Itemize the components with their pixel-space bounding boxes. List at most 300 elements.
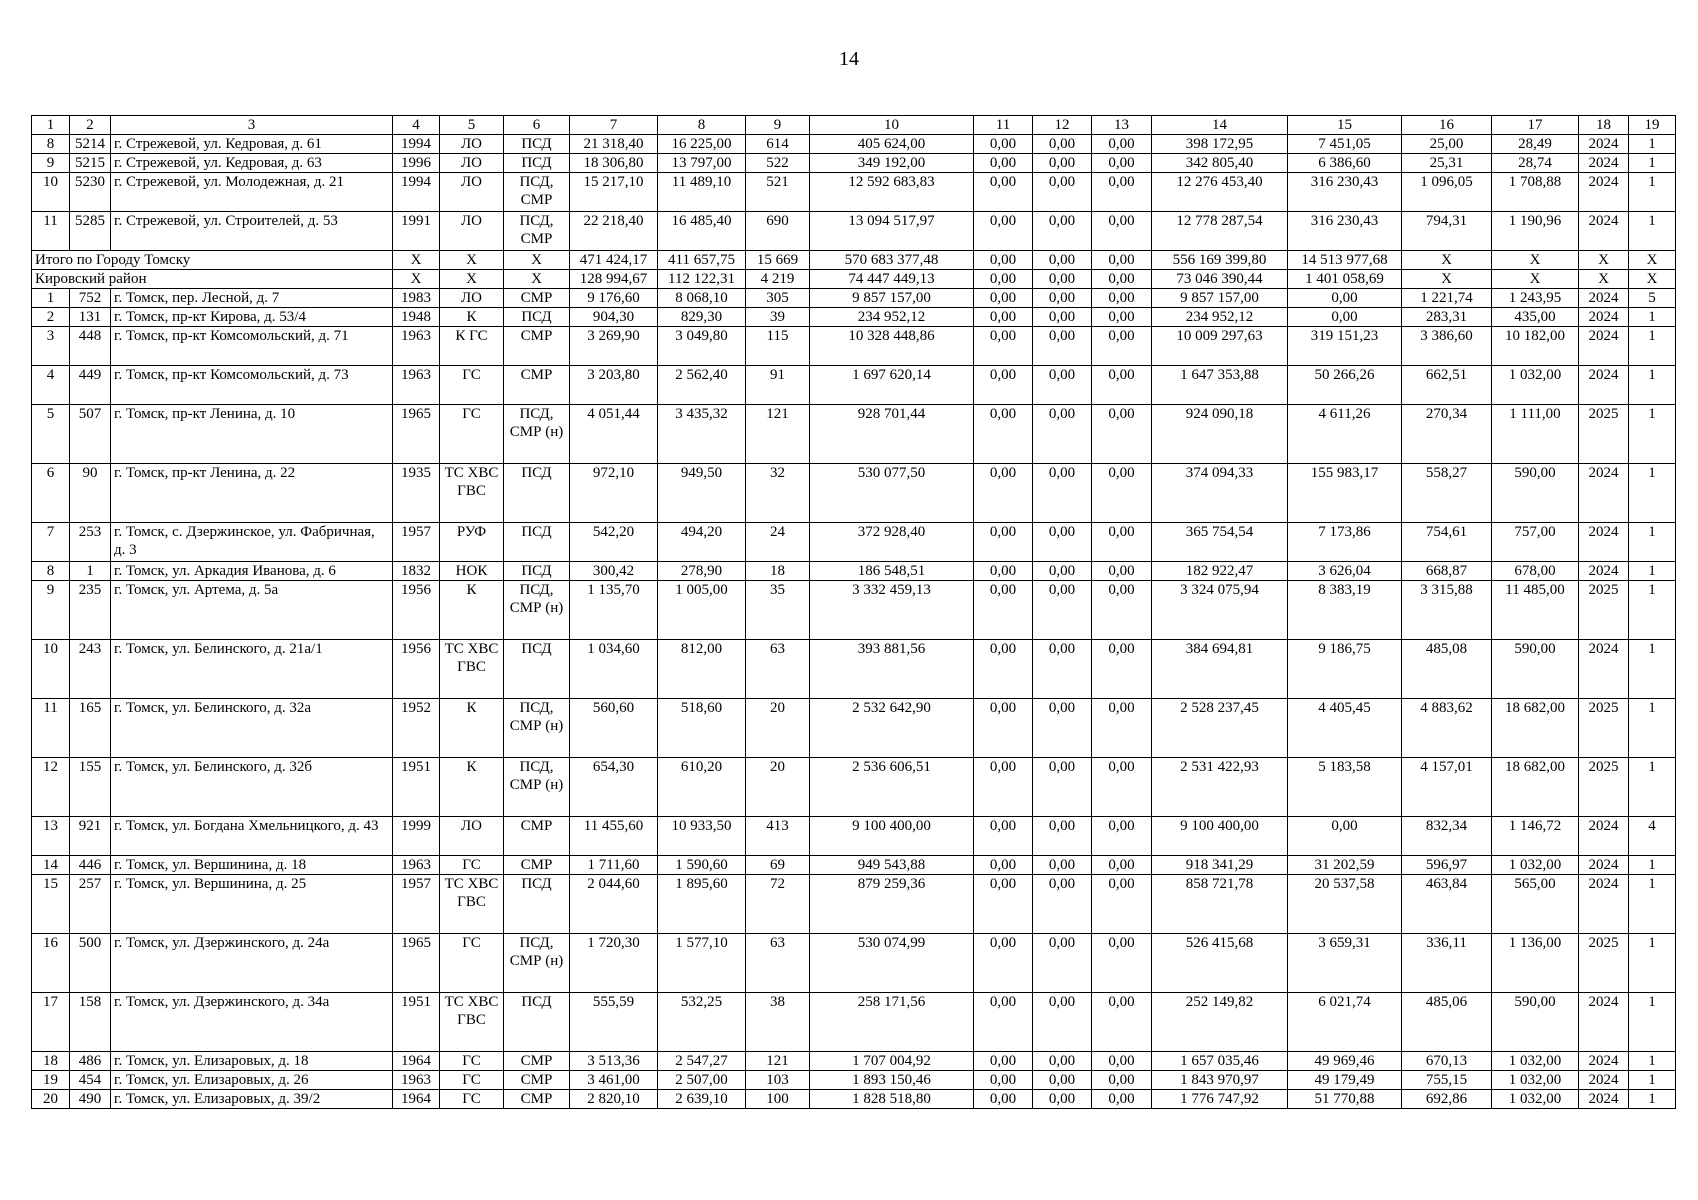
summary-cell: 74 447 449,13 xyxy=(810,270,974,289)
table-row xyxy=(32,366,1676,405)
table-cell: 500 xyxy=(70,934,111,993)
table-cell: 9 100 400,00 xyxy=(1152,817,1288,856)
table-cell: 0,00 xyxy=(1033,1090,1092,1109)
table-cell: 2025 xyxy=(1579,581,1629,640)
summary-cell: 0,00 xyxy=(1092,251,1152,270)
table-cell: 1963 xyxy=(393,1071,440,1090)
stage-cell: ПСД xyxy=(504,308,570,327)
table-cell: 4 883,62 xyxy=(1402,699,1492,758)
table-cell: 454 xyxy=(70,1071,111,1090)
table-cell: 0,00 xyxy=(1033,405,1092,464)
table-cell: 565,00 xyxy=(1492,875,1579,934)
table-cell: 0,00 xyxy=(1092,562,1152,581)
table-cell: 0,00 xyxy=(974,327,1033,366)
table-cell: 15 xyxy=(32,875,70,934)
table-cell: 1948 xyxy=(393,308,440,327)
address-cell: г. Томск, пр-кт Комсомольский, д. 71 xyxy=(111,327,393,366)
table-cell: 7 xyxy=(32,523,70,562)
column-number-cell: 19 xyxy=(1629,116,1676,135)
table-cell: 2 820,10 xyxy=(570,1090,658,1109)
table-cell: 1 243,95 xyxy=(1492,289,1579,308)
table-cell: 2 536 606,51 xyxy=(810,758,974,817)
table-row xyxy=(32,640,1676,699)
table-cell: 405 624,00 xyxy=(810,135,974,154)
table-cell: 654,30 xyxy=(570,758,658,817)
table-cell: 463,84 xyxy=(1402,875,1492,934)
table-cell: 3 049,80 xyxy=(658,327,746,366)
table-cell: 13 797,00 xyxy=(658,154,746,173)
table-cell: 374 094,33 xyxy=(1152,464,1288,523)
table-cell: 1 032,00 xyxy=(1492,1052,1579,1071)
table-cell: 0,00 xyxy=(1033,934,1092,993)
table-cell: 20 xyxy=(746,758,810,817)
summary-cell: Х xyxy=(1579,270,1629,289)
table-cell: 11 455,60 xyxy=(570,817,658,856)
table-cell: 670,13 xyxy=(1402,1052,1492,1071)
table-cell: 0,00 xyxy=(1033,640,1092,699)
summary-cell: 15 669 xyxy=(746,251,810,270)
table-cell: 3 269,90 xyxy=(570,327,658,366)
address-cell: г. Томск, ул. Белинского, д. 32а xyxy=(111,699,393,758)
table-cell: 1 708,88 xyxy=(1492,173,1579,212)
table-cell: 115 xyxy=(746,327,810,366)
table-cell: 596,97 xyxy=(1402,856,1492,875)
table-cell: 1964 xyxy=(393,1090,440,1109)
table-cell: 2024 xyxy=(1579,856,1629,875)
table-cell: 1 xyxy=(1629,1052,1676,1071)
table-cell: 924 090,18 xyxy=(1152,405,1288,464)
table-cell: 384 694,81 xyxy=(1152,640,1288,699)
table-cell: 0,00 xyxy=(974,308,1033,327)
table-cell: 11 485,00 xyxy=(1492,581,1579,640)
table-cell: 131 xyxy=(70,308,111,327)
table-cell: 590,00 xyxy=(1492,640,1579,699)
column-number-cell: 8 xyxy=(658,116,746,135)
table-cell: 16 225,00 xyxy=(658,135,746,154)
table-cell: 0,00 xyxy=(1092,758,1152,817)
table-cell: 32 xyxy=(746,464,810,523)
table-cell: 2024 xyxy=(1579,1052,1629,1071)
table-cell: 1 xyxy=(1629,640,1676,699)
stage-cell: СМР xyxy=(504,289,570,308)
table-cell: 1996 xyxy=(393,154,440,173)
table-cell: 20 xyxy=(32,1090,70,1109)
table-cell: 2024 xyxy=(1579,640,1629,699)
table-cell: 0,00 xyxy=(974,366,1033,405)
work-type-cell: ЛО xyxy=(440,154,504,173)
work-type-cell: ЛО xyxy=(440,135,504,154)
table-cell: 485,08 xyxy=(1402,640,1492,699)
table-cell: 0,00 xyxy=(1092,135,1152,154)
table-cell: 3 332 459,13 xyxy=(810,581,974,640)
work-type-cell: ЛО xyxy=(440,289,504,308)
table-cell: 1 xyxy=(1629,758,1676,817)
table-cell: 349 192,00 xyxy=(810,154,974,173)
table-cell: 0,00 xyxy=(1092,327,1152,366)
summary-cell: 471 424,17 xyxy=(570,251,658,270)
table-cell: 858 721,78 xyxy=(1152,875,1288,934)
table-cell: 2025 xyxy=(1579,405,1629,464)
address-cell: г. Томск, ул. Богдана Хмельницкого, д. 43 xyxy=(111,817,393,856)
table-cell: 22 218,40 xyxy=(570,212,658,251)
table-row xyxy=(32,289,1676,308)
table-cell: 1999 xyxy=(393,817,440,856)
summary-cell: Х xyxy=(1402,251,1492,270)
table-cell: 1 711,60 xyxy=(570,856,658,875)
table-cell: 560,60 xyxy=(570,699,658,758)
table-cell: 69 xyxy=(746,856,810,875)
table-cell: 9 176,60 xyxy=(570,289,658,308)
table-cell: 0,00 xyxy=(974,699,1033,758)
table-cell: 1 647 353,88 xyxy=(1152,366,1288,405)
table-cell: 1 xyxy=(1629,135,1676,154)
table-cell: 9 xyxy=(32,154,70,173)
table-cell: 0,00 xyxy=(1033,154,1092,173)
table-cell: 2024 xyxy=(1579,308,1629,327)
table-cell: 342 805,40 xyxy=(1152,154,1288,173)
table-cell: 1956 xyxy=(393,640,440,699)
table-cell: 5215 xyxy=(70,154,111,173)
table-cell: 1 xyxy=(1629,1090,1676,1109)
table-row xyxy=(32,523,1676,562)
table-cell: 518,60 xyxy=(658,699,746,758)
table-cell: 0,00 xyxy=(1092,581,1152,640)
stage-cell: ПСД, СМР (н) xyxy=(504,699,570,758)
table-cell: 0,00 xyxy=(1033,135,1092,154)
table-cell: 1963 xyxy=(393,327,440,366)
table-cell: 158 xyxy=(70,993,111,1052)
table-cell: 3 461,00 xyxy=(570,1071,658,1090)
address-cell: г. Томск, пр-кт Ленина, д. 10 xyxy=(111,405,393,464)
table-cell: 7 173,86 xyxy=(1288,523,1402,562)
table-cell: 0,00 xyxy=(1092,817,1152,856)
table-cell: 6 021,74 xyxy=(1288,993,1402,1052)
table-cell: 398 172,95 xyxy=(1152,135,1288,154)
housing-register-table xyxy=(31,115,1676,1109)
table-cell: 1 577,10 xyxy=(658,934,746,993)
table-cell: 270,34 xyxy=(1402,405,1492,464)
table-cell: 1 xyxy=(1629,934,1676,993)
table-cell: 662,51 xyxy=(1402,366,1492,405)
table-cell: 24 xyxy=(746,523,810,562)
table-cell: 11 xyxy=(32,699,70,758)
table-cell: 754,61 xyxy=(1402,523,1492,562)
stage-cell: ПСД xyxy=(504,875,570,934)
table-cell: 1 xyxy=(1629,212,1676,251)
table-cell: 28,49 xyxy=(1492,135,1579,154)
table-cell: 2024 xyxy=(1579,327,1629,366)
table-cell: 182 922,47 xyxy=(1152,562,1288,581)
table-cell: 1957 xyxy=(393,523,440,562)
table-cell: 5214 xyxy=(70,135,111,154)
table-cell: 0,00 xyxy=(1033,758,1092,817)
column-number-cell: 7 xyxy=(570,116,658,135)
table-cell: 0,00 xyxy=(974,464,1033,523)
work-type-cell: ТС ХВС ГВС xyxy=(440,993,504,1052)
table-cell: 1 xyxy=(70,562,111,581)
table-cell: 1964 xyxy=(393,1052,440,1071)
table-cell: 1 034,60 xyxy=(570,640,658,699)
table-cell: 507 xyxy=(70,405,111,464)
table-cell: 435,00 xyxy=(1492,308,1579,327)
table-cell: 1 xyxy=(1629,173,1676,212)
work-type-cell: К xyxy=(440,308,504,327)
table-cell: 372 928,40 xyxy=(810,523,974,562)
table-cell: 1 xyxy=(1629,154,1676,173)
table-cell: 448 xyxy=(70,327,111,366)
table-cell: 829,30 xyxy=(658,308,746,327)
table-cell: 1994 xyxy=(393,135,440,154)
table-cell: 692,86 xyxy=(1402,1090,1492,1109)
table-cell: 1 707 004,92 xyxy=(810,1052,974,1071)
table-cell: 100 xyxy=(746,1090,810,1109)
table-cell: 12 778 287,54 xyxy=(1152,212,1288,251)
column-number-cell: 4 xyxy=(393,116,440,135)
work-type-cell: ТС ХВС ГВС xyxy=(440,640,504,699)
address-cell: г. Томск, пр-кт Кирова, д. 53/4 xyxy=(111,308,393,327)
table-cell: 1 xyxy=(1629,464,1676,523)
table-cell: 0,00 xyxy=(974,875,1033,934)
table-cell: 590,00 xyxy=(1492,464,1579,523)
table-cell: 2024 xyxy=(1579,817,1629,856)
table-row xyxy=(32,173,1676,212)
table-cell: 49 179,49 xyxy=(1288,1071,1402,1090)
table-cell: 1965 xyxy=(393,405,440,464)
table-cell: 2024 xyxy=(1579,366,1629,405)
table-cell: 1963 xyxy=(393,366,440,405)
table-cell: 9 xyxy=(32,581,70,640)
table-cell: 257 xyxy=(70,875,111,934)
table-cell: 1957 xyxy=(393,875,440,934)
table-cell: 918 341,29 xyxy=(1152,856,1288,875)
table-cell: 5 xyxy=(32,405,70,464)
table-cell: 1 032,00 xyxy=(1492,1071,1579,1090)
work-type-cell: ТС ХВС ГВС xyxy=(440,875,504,934)
table-cell: 0,00 xyxy=(1092,405,1152,464)
table-cell: 90 xyxy=(70,464,111,523)
summary-cell: Х xyxy=(440,270,504,289)
table-cell: 0,00 xyxy=(1092,993,1152,1052)
table-cell: 1 146,72 xyxy=(1492,817,1579,856)
table-cell: 1 xyxy=(1629,327,1676,366)
table-cell: 0,00 xyxy=(1092,212,1152,251)
table-cell: 610,20 xyxy=(658,758,746,817)
summary-label: Кировский район xyxy=(32,270,393,289)
table-cell: 0,00 xyxy=(1092,856,1152,875)
table-cell: 972,10 xyxy=(570,464,658,523)
summary-cell: 1 401 058,69 xyxy=(1288,270,1402,289)
table-cell: 1 720,30 xyxy=(570,934,658,993)
table-cell: 2 507,00 xyxy=(658,1071,746,1090)
table-row xyxy=(32,154,1676,173)
address-cell: г. Стрежевой, ул. Строителей, д. 53 xyxy=(111,212,393,251)
summary-cell: Х xyxy=(504,270,570,289)
table-row xyxy=(32,875,1676,934)
table-cell: 1935 xyxy=(393,464,440,523)
table-cell: 0,00 xyxy=(1033,523,1092,562)
table-cell: 0,00 xyxy=(1092,154,1152,173)
table-cell: 0,00 xyxy=(1033,464,1092,523)
table-cell: 0,00 xyxy=(1033,308,1092,327)
stage-cell: ПСД xyxy=(504,464,570,523)
work-type-cell: К xyxy=(440,758,504,817)
address-cell: г. Томск, пр-кт Ленина, д. 22 xyxy=(111,464,393,523)
table-cell: 1 032,00 xyxy=(1492,1090,1579,1109)
work-type-cell: НОК xyxy=(440,562,504,581)
summary-cell: Х xyxy=(440,251,504,270)
table-cell: 21 318,40 xyxy=(570,135,658,154)
table-cell: 1 135,70 xyxy=(570,581,658,640)
stage-cell: СМР xyxy=(504,817,570,856)
table-cell: 0,00 xyxy=(1288,289,1402,308)
table-cell: 1 697 620,14 xyxy=(810,366,974,405)
table-cell: 555,59 xyxy=(570,993,658,1052)
table-cell: 0,00 xyxy=(974,1090,1033,1109)
table-cell: 1951 xyxy=(393,758,440,817)
table-cell: 0,00 xyxy=(974,154,1033,173)
table-cell: 794,31 xyxy=(1402,212,1492,251)
table-cell: 0,00 xyxy=(974,173,1033,212)
work-type-cell: ТС ХВС ГВС xyxy=(440,464,504,523)
table-cell: 2 531 422,93 xyxy=(1152,758,1288,817)
table-cell: 6 xyxy=(32,464,70,523)
page-number: 14 xyxy=(839,48,859,70)
table-cell: 532,25 xyxy=(658,993,746,1052)
table-cell: 3 315,88 xyxy=(1402,581,1492,640)
table-cell: 2024 xyxy=(1579,875,1629,934)
table-cell: 11 xyxy=(32,212,70,251)
table-cell: 13 094 517,97 xyxy=(810,212,974,251)
table-cell: 0,00 xyxy=(1092,1090,1152,1109)
table-cell: 1 xyxy=(1629,523,1676,562)
summary-cell: Х xyxy=(504,251,570,270)
table-cell: 1991 xyxy=(393,212,440,251)
table-cell: 155 983,17 xyxy=(1288,464,1402,523)
table-cell: 12 xyxy=(32,758,70,817)
table-cell: 278,90 xyxy=(658,562,746,581)
address-cell: г. Стрежевой, ул. Молодежная, д. 21 xyxy=(111,173,393,212)
column-number-cell: 3 xyxy=(111,116,393,135)
stage-cell: ПСД, СМР (н) xyxy=(504,934,570,993)
table-cell: 558,27 xyxy=(1402,464,1492,523)
table-cell: 3 659,31 xyxy=(1288,934,1402,993)
table-cell: 1 xyxy=(1629,856,1676,875)
work-type-cell: ГС xyxy=(440,1052,504,1071)
table-cell: 2024 xyxy=(1579,154,1629,173)
table-cell: 38 xyxy=(746,993,810,1052)
table-cell: 2024 xyxy=(1579,1071,1629,1090)
work-type-cell: ГС xyxy=(440,1090,504,1109)
table-cell: 0,00 xyxy=(1033,327,1092,366)
table-cell: 0,00 xyxy=(1092,875,1152,934)
table-cell: 4 xyxy=(1629,817,1676,856)
table-cell: 2 562,40 xyxy=(658,366,746,405)
table-cell: 521 xyxy=(746,173,810,212)
table-cell: 25,31 xyxy=(1402,154,1492,173)
stage-cell: ПСД, СМР xyxy=(504,212,570,251)
stage-cell: ПСД xyxy=(504,993,570,1052)
table-cell: 0,00 xyxy=(974,562,1033,581)
summary-cell: 14 513 977,68 xyxy=(1288,251,1402,270)
summary-cell: 411 657,75 xyxy=(658,251,746,270)
table-cell: 0,00 xyxy=(974,135,1033,154)
table-cell: 18 xyxy=(32,1052,70,1071)
table-cell: 4 611,26 xyxy=(1288,405,1402,464)
table-cell: 316 230,43 xyxy=(1288,212,1402,251)
summary-cell: 0,00 xyxy=(1033,251,1092,270)
table-cell: 590,00 xyxy=(1492,993,1579,1052)
table-cell: 39 xyxy=(746,308,810,327)
summary-cell: Х xyxy=(1579,251,1629,270)
table-cell: 1 111,00 xyxy=(1492,405,1579,464)
table-cell: 253 xyxy=(70,523,111,562)
table-cell: 449 xyxy=(70,366,111,405)
table-row xyxy=(32,1052,1676,1071)
table-cell: 0,00 xyxy=(1092,173,1152,212)
table-cell: 2 532 642,90 xyxy=(810,699,974,758)
table-cell: 1 096,05 xyxy=(1402,173,1492,212)
table-cell: 752 xyxy=(70,289,111,308)
table-cell: 10 xyxy=(32,640,70,699)
address-cell: г. Томск, ул. Елизаровых, д. 18 xyxy=(111,1052,393,1071)
summary-cell: Х xyxy=(1402,270,1492,289)
table-cell: 2025 xyxy=(1579,699,1629,758)
summary-cell: 0,00 xyxy=(974,270,1033,289)
table-cell: 0,00 xyxy=(1033,366,1092,405)
table-cell: 28,74 xyxy=(1492,154,1579,173)
work-type-cell: ГС xyxy=(440,405,504,464)
summary-cell: 4 219 xyxy=(746,270,810,289)
table-cell: 0,00 xyxy=(1033,993,1092,1052)
address-cell: г. Томск, пер. Лесной, д. 7 xyxy=(111,289,393,308)
column-number-row xyxy=(32,116,1676,135)
table-row xyxy=(32,327,1676,366)
table-cell: 1 895,60 xyxy=(658,875,746,934)
table-cell: 530 077,50 xyxy=(810,464,974,523)
table-cell: 49 969,46 xyxy=(1288,1052,1402,1071)
table-cell: 1 xyxy=(1629,875,1676,934)
column-number-cell: 16 xyxy=(1402,116,1492,135)
table-cell: 19 xyxy=(32,1071,70,1090)
table-cell: 5 183,58 xyxy=(1288,758,1402,817)
table-cell: 1 828 518,80 xyxy=(810,1090,974,1109)
stage-cell: СМР xyxy=(504,1071,570,1090)
summary-cell: Х xyxy=(1629,251,1676,270)
table-cell: 2024 xyxy=(1579,212,1629,251)
address-cell: г. Томск, пр-кт Комсомольский, д. 73 xyxy=(111,366,393,405)
table-cell: 18 682,00 xyxy=(1492,699,1579,758)
address-cell: г. Томск, ул. Вершинина, д. 18 xyxy=(111,856,393,875)
summary-row xyxy=(32,270,1676,289)
table-cell: 1 005,00 xyxy=(658,581,746,640)
table-cell: 526 415,68 xyxy=(1152,934,1288,993)
table-cell: 15 217,10 xyxy=(570,173,658,212)
table-row xyxy=(32,993,1676,1052)
column-number-cell: 11 xyxy=(974,116,1033,135)
table-cell: 0,00 xyxy=(1033,173,1092,212)
table-cell: 10 009 297,63 xyxy=(1152,327,1288,366)
table-cell: 1832 xyxy=(393,562,440,581)
table-cell: 0,00 xyxy=(974,581,1033,640)
table-cell: 0,00 xyxy=(1092,289,1152,308)
table-cell: 1983 xyxy=(393,289,440,308)
stage-cell: ПСД xyxy=(504,523,570,562)
table-cell: 316 230,43 xyxy=(1288,173,1402,212)
table-cell: 14 xyxy=(32,856,70,875)
address-cell: г. Томск, ул. Елизаровых, д. 26 xyxy=(111,1071,393,1090)
table-cell: 393 881,56 xyxy=(810,640,974,699)
table-cell: 9 186,75 xyxy=(1288,640,1402,699)
